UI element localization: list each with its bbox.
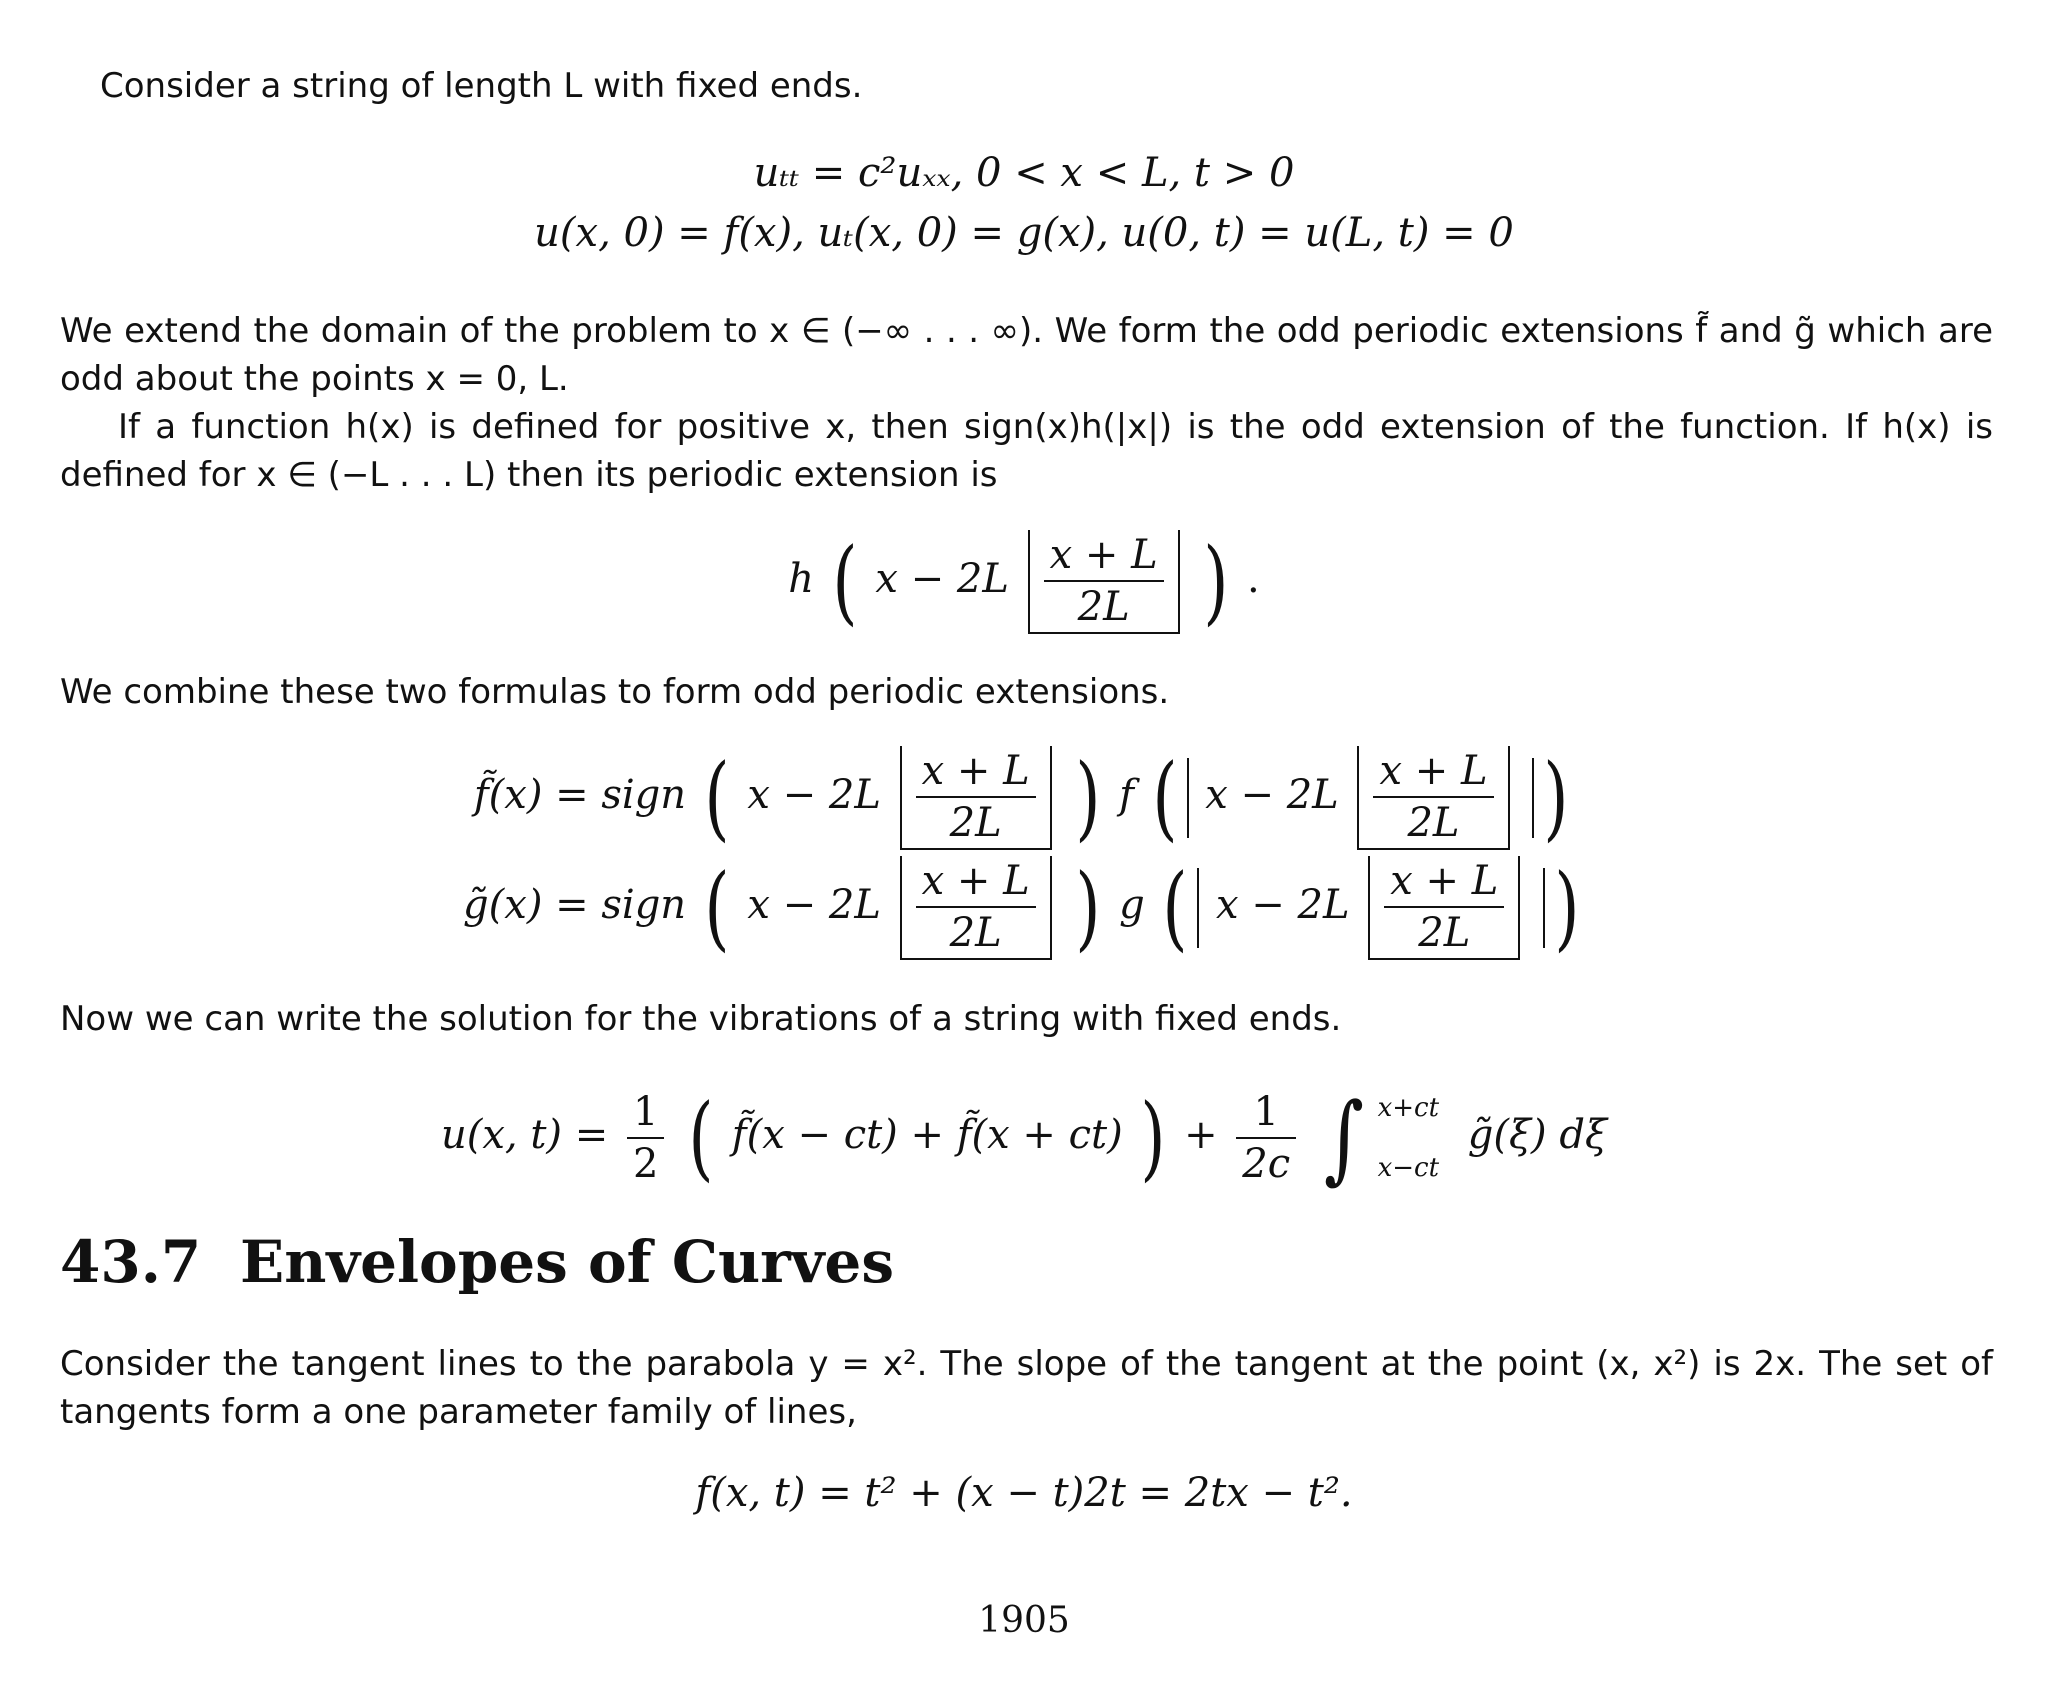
fraction [1384, 856, 1504, 958]
g-tilde-formula [0, 856, 2048, 960]
half-fraction [627, 1087, 664, 1189]
integral-sign: ∫ [1323, 1082, 1364, 1194]
left-paren: ( [704, 744, 730, 851]
abs-bar [1197, 868, 1199, 948]
eq3-term: x − 2L [1216, 882, 1350, 928]
fraction-denominator: 2L [949, 910, 1002, 956]
g-function: g [1119, 882, 1145, 928]
fraction [916, 746, 1036, 848]
fraction-denominator: 2L [949, 800, 1002, 846]
wave-equation-line: uₜₜ = c²uₓₓ, 0 < x < L, t > 0 [753, 150, 1295, 196]
fraction-denominator: 2L [1418, 910, 1471, 956]
solution-paragraph: Now we can write the solution for the vibrations of a string with fixed ends. [60, 999, 1342, 1039]
page-number: 1905 [978, 1600, 1070, 1641]
integral-lower: x−ct [1377, 1153, 1440, 1183]
initial-conditions [0, 210, 2048, 256]
right-paren: ) [1140, 1084, 1166, 1191]
fraction-numerator: x + L [916, 856, 1036, 908]
periodic-extension-formula [0, 530, 2048, 634]
eq3-term: x − 2L [1205, 772, 1339, 818]
right-paren: ) [1075, 744, 1101, 851]
f-function: f [1119, 772, 1134, 818]
section-heading [60, 1228, 894, 1296]
section-number: 43.7 [60, 1228, 202, 1296]
abs-bar [1532, 758, 1534, 838]
fraction-numerator: x + L [1044, 530, 1164, 582]
eq3-term: x − 2L [747, 772, 881, 818]
combine-paragraph: We combine these two formulas to form odd periodic extensions. [60, 672, 1170, 712]
fraction-numerator: x + L [916, 746, 1036, 798]
fraction-numerator: x + L [1373, 746, 1493, 798]
intro-paragraph: Consider a string of length L with fixed ends. [100, 66, 863, 106]
left-paren: ( [1162, 854, 1188, 961]
fraction [1044, 530, 1164, 632]
integral-limits [1378, 1078, 1439, 1198]
odd-extension-paragraph: If a function h(x) is defined for positive x, then sign(x)h(|x|) is the odd extension of the function. If h(x) is defined for x ∈ (−L . . . L) then its periodic extension is [60, 407, 1993, 495]
fraction-denominator: 2L [1407, 800, 1460, 846]
wave-equation [0, 150, 2048, 196]
fraction-numerator: 1 [1236, 1087, 1296, 1139]
eq2-term: x − 2L [875, 556, 1009, 602]
left-paren: ( [688, 1084, 714, 1191]
dalembert-solution [0, 1078, 2048, 1198]
solution-lhs: u(x, t) = [441, 1112, 609, 1158]
solution-middle: f̃(x − ct) + f̃(x + ct) [731, 1112, 1123, 1158]
floor-bracket [900, 746, 1052, 850]
eq2-head: h [788, 556, 815, 602]
plus-sign: + [1184, 1112, 1218, 1158]
c-fraction [1236, 1087, 1296, 1189]
domain-extension-paragraph: We extend the domain of the problem to x ∈ (−∞ . . . ∞). We form the odd periodic extensions f̃ and g̃ which are odd about the points x = 0, L. [60, 311, 1993, 399]
eq3-term: x − 2L [747, 882, 881, 928]
g-tilde-lhs: g̃(x) = sign [463, 882, 687, 928]
fraction-numerator: 1 [627, 1087, 664, 1139]
left-paren: ( [704, 854, 730, 961]
floor-bracket [900, 856, 1052, 960]
fraction [1373, 746, 1493, 848]
abs-bar [1187, 758, 1189, 838]
tangent-lines-paragraph: Consider the tangent lines to the parabola y = x². The slope of the tangent at the point (x, x²) is 2x. The set of tangents form a one parameter family of lines, [60, 1344, 1993, 1432]
fraction-denominator: 2c [1242, 1141, 1291, 1187]
eq2-tail: . [1247, 556, 1260, 602]
integral-upper: x+ct [1377, 1093, 1440, 1123]
abs-bar [1543, 868, 1545, 948]
fraction-numerator: x + L [1384, 856, 1504, 908]
floor-bracket [1357, 746, 1509, 850]
section-title: Envelopes of Curves [240, 1228, 894, 1296]
fraction-denominator: 2L [1077, 584, 1130, 630]
left-paren: ( [832, 528, 858, 635]
initial-conditions-line: u(x, 0) = f(x), uₜ(x, 0) = g(x), u(0, t) = u(L, t) = 0 [534, 210, 1514, 256]
tangent-family-line: f(x, t) = t² + (x − t)2t = 2tx − t². [695, 1470, 1353, 1516]
fraction-denominator: 2 [632, 1141, 659, 1187]
integrand: g̃(ξ) dξ [1467, 1112, 1607, 1158]
f-tilde-formula [0, 746, 2048, 850]
right-paren: ) [1543, 744, 1569, 851]
right-paren: ) [1554, 854, 1580, 961]
tangent-family-formula [0, 1470, 2048, 1516]
f-tilde-lhs: f̃(x) = sign [473, 772, 687, 818]
floor-bracket [1368, 856, 1520, 960]
left-paren: ( [1151, 744, 1178, 851]
floor-bracket [1028, 530, 1180, 634]
right-paren: ) [1075, 854, 1101, 961]
right-paren: ) [1203, 528, 1229, 635]
fraction [916, 856, 1036, 958]
